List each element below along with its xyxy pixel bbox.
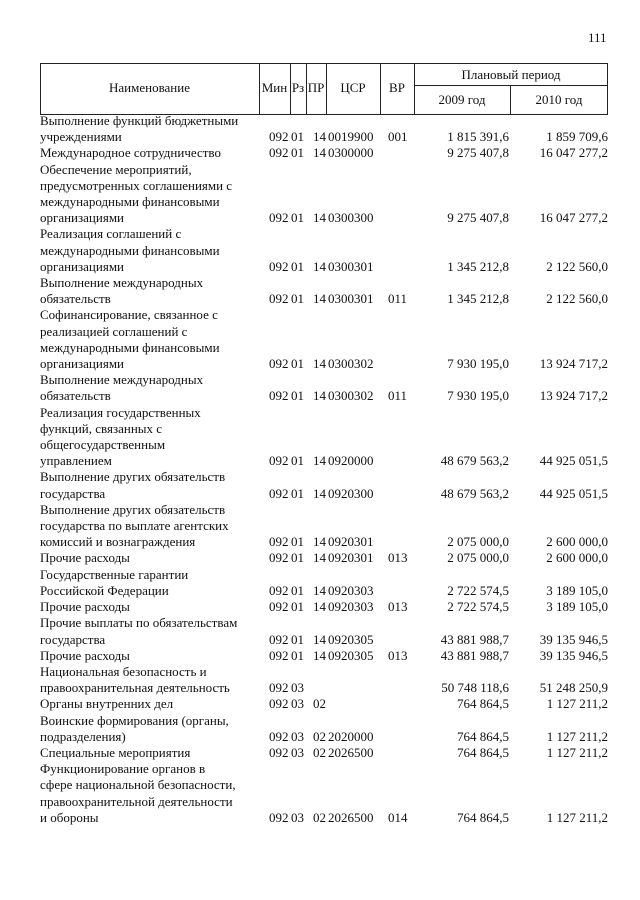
row-name-line: Национальная безопасность и xyxy=(40,663,207,679)
code-pr: 14 xyxy=(313,534,326,550)
code-min: 092 xyxy=(269,388,289,404)
value-2010: 16 047 277,2 xyxy=(539,145,608,161)
table-row xyxy=(40,275,615,307)
code-rz: 03 xyxy=(291,809,304,825)
code-rz: 01 xyxy=(291,129,304,145)
code-min: 092 xyxy=(269,291,289,307)
row-name xyxy=(40,664,266,696)
code-csr: 0920301 xyxy=(328,534,374,550)
table-row xyxy=(40,469,615,501)
row-name xyxy=(40,372,266,404)
row-name-line: государства xyxy=(40,631,106,647)
code-pr: 14 xyxy=(313,582,326,598)
code-pr: 14 xyxy=(313,550,326,566)
value-2010: 39 135 946,5 xyxy=(539,647,608,663)
value-2009: 764 864,5 xyxy=(457,696,509,712)
code-pr: 02 xyxy=(313,728,326,744)
row-name-line: обязательств xyxy=(40,388,111,404)
value-2009: 1 345 212,8 xyxy=(447,258,509,274)
row-name-line: Органы внутренних дел xyxy=(40,696,174,712)
value-2009: 764 864,5 xyxy=(457,744,509,760)
row-name xyxy=(40,599,266,615)
table-body xyxy=(40,113,615,826)
code-min: 092 xyxy=(269,599,289,615)
row-name-line: учреждениями xyxy=(40,129,122,145)
code-pr: 14 xyxy=(313,388,326,404)
code-csr: 0920303 xyxy=(328,582,374,598)
code-csr: 0920303 xyxy=(328,599,374,615)
code-min: 092 xyxy=(269,485,289,501)
table-row xyxy=(40,113,615,145)
row-name-line: и обороны xyxy=(40,809,99,825)
code-csr: 2026500 xyxy=(328,809,374,825)
row-name-line: комиссий и вознаграждения xyxy=(40,534,196,550)
table-row xyxy=(40,550,615,566)
value-2009: 7 930 195,0 xyxy=(447,356,509,372)
row-name-line: Обеспечение мероприятий, xyxy=(40,161,192,177)
table-row xyxy=(40,745,615,761)
code-rz: 01 xyxy=(291,291,304,307)
code-vr: 013 xyxy=(388,599,408,615)
row-name-line: организациями xyxy=(40,258,124,274)
value-2010: 39 135 946,5 xyxy=(539,631,608,647)
value-2010: 2 122 560,0 xyxy=(546,258,608,274)
code-csr: 0300300 xyxy=(328,210,374,226)
code-pr: 14 xyxy=(313,210,326,226)
value-2009: 764 864,5 xyxy=(457,728,509,744)
code-vr: 013 xyxy=(388,647,408,663)
row-name xyxy=(40,275,266,307)
code-pr: 14 xyxy=(313,485,326,501)
code-rz: 03 xyxy=(291,696,304,712)
row-name-line: Выполнение других обязательств xyxy=(40,469,226,485)
value-2009: 2 722 574,5 xyxy=(447,599,509,615)
value-2010: 2 600 000,0 xyxy=(546,550,608,566)
code-csr: 0300301 xyxy=(328,258,374,274)
value-2009: 43 881 988,7 xyxy=(440,631,509,647)
code-pr: 14 xyxy=(313,599,326,615)
code-csr: 0300301 xyxy=(328,291,374,307)
table-row xyxy=(40,567,615,599)
code-pr: 14 xyxy=(313,356,326,372)
code-vr: 014 xyxy=(388,809,408,825)
code-csr: 0920301 xyxy=(328,550,374,566)
row-name xyxy=(40,567,266,599)
row-name xyxy=(40,162,266,227)
code-csr: 0920300 xyxy=(328,485,374,501)
code-csr: 0920305 xyxy=(328,631,374,647)
row-name xyxy=(40,405,266,470)
code-rz: 01 xyxy=(291,550,304,566)
table-row xyxy=(40,599,615,615)
table-row xyxy=(40,162,615,227)
row-name-line: международными финансовыми xyxy=(40,194,220,210)
code-csr: 0300302 xyxy=(328,388,374,404)
table-row xyxy=(40,405,615,470)
table-row xyxy=(40,226,615,275)
row-name-line: Международное сотрудничество xyxy=(40,145,221,161)
code-min: 092 xyxy=(269,809,289,825)
value-2010: 1 127 211,2 xyxy=(546,696,608,712)
table-row xyxy=(40,615,615,647)
row-name-line: Выполнение других обязательств xyxy=(40,501,226,517)
code-pr: 02 xyxy=(313,696,326,712)
row-name xyxy=(40,713,266,745)
value-2010: 1 859 709,6 xyxy=(546,129,608,145)
row-name-line: Выполнение международных xyxy=(40,275,204,291)
row-name-line: Воинские формирования (органы, xyxy=(40,712,229,728)
code-rz: 01 xyxy=(291,647,304,663)
value-2009: 2 722 574,5 xyxy=(447,582,509,598)
row-name-line: Прочие расходы xyxy=(40,647,130,663)
code-rz: 01 xyxy=(291,485,304,501)
row-name-line: международными финансовыми xyxy=(40,339,220,355)
value-2009: 50 748 118,6 xyxy=(441,680,509,696)
row-name-line: Выполнение функций бюджетными xyxy=(40,113,239,128)
value-2009: 43 881 988,7 xyxy=(440,647,509,663)
table-row xyxy=(40,502,615,551)
table-row xyxy=(40,372,615,404)
code-csr: 0920305 xyxy=(328,647,374,663)
row-name-line: государства xyxy=(40,485,106,501)
table-row xyxy=(40,696,615,712)
header-csr: ЦСР xyxy=(340,80,366,95)
code-min: 092 xyxy=(269,647,289,663)
row-name-line: Выполнение международных xyxy=(40,372,204,388)
header-vr: ВР xyxy=(389,80,405,95)
row-name-line: подразделения) xyxy=(40,728,126,744)
header-year-2010: 2010 год xyxy=(535,92,583,107)
row-name-line: реализацией соглашений с xyxy=(40,323,188,339)
row-name-line: Прочие выплаты по обязательствам xyxy=(40,615,238,631)
row-name-line: Функционирование органов в xyxy=(40,761,206,777)
row-name xyxy=(40,648,266,664)
code-min: 092 xyxy=(269,534,289,550)
header-year-2009: 2009 год xyxy=(438,92,486,107)
code-pr: 14 xyxy=(313,145,326,161)
row-name-line: управлением xyxy=(40,453,112,469)
code-pr: 14 xyxy=(313,258,326,274)
code-min: 092 xyxy=(269,728,289,744)
value-2009: 9 275 407,8 xyxy=(447,210,509,226)
value-2009: 1 345 212,8 xyxy=(447,291,509,307)
code-rz: 03 xyxy=(291,728,304,744)
header-period: Плановый период xyxy=(461,67,561,82)
row-name-line: общегосударственным xyxy=(40,437,166,453)
row-name-line: правоохранительной деятельности xyxy=(40,793,233,809)
code-rz: 03 xyxy=(291,680,304,696)
header-min: Мин xyxy=(261,80,288,95)
value-2010: 13 924 717,2 xyxy=(539,388,608,404)
code-rz: 01 xyxy=(291,599,304,615)
row-name-line: правоохранительная деятельность xyxy=(40,680,230,696)
value-2010: 1 127 211,2 xyxy=(546,744,608,760)
code-min: 092 xyxy=(269,696,289,712)
row-name-line: Реализация соглашений с xyxy=(40,226,182,242)
code-pr: 14 xyxy=(313,291,326,307)
code-csr: 0300302 xyxy=(328,356,374,372)
value-2009: 1 815 391,6 xyxy=(447,129,509,145)
code-vr: 011 xyxy=(388,388,408,404)
value-2010: 1 127 211,2 xyxy=(546,728,608,744)
table-row xyxy=(40,648,615,664)
code-min: 092 xyxy=(269,582,289,598)
code-pr: 14 xyxy=(313,647,326,663)
row-name-line: государства по выплате агентских xyxy=(40,518,229,534)
table-row xyxy=(40,761,615,826)
code-rz: 01 xyxy=(291,582,304,598)
table-row xyxy=(40,664,615,696)
code-vr: 001 xyxy=(388,129,408,145)
code-rz: 01 xyxy=(291,631,304,647)
row-name xyxy=(40,226,266,275)
code-csr: 2020000 xyxy=(328,728,374,744)
code-min: 092 xyxy=(269,680,289,696)
code-min: 092 xyxy=(269,356,289,372)
row-name-line: Прочие расходы xyxy=(40,599,130,615)
row-name xyxy=(40,550,266,566)
row-name-line: Российской Федерации xyxy=(40,582,169,598)
row-name xyxy=(40,469,266,501)
code-rz: 01 xyxy=(291,534,304,550)
code-csr: 2026500 xyxy=(328,744,374,760)
row-name xyxy=(40,745,266,761)
code-min: 092 xyxy=(269,631,289,647)
value-2010: 2 122 560,0 xyxy=(546,291,608,307)
table-row xyxy=(40,307,615,372)
code-vr: 013 xyxy=(388,550,408,566)
value-2009: 2 075 000,0 xyxy=(447,534,509,550)
code-rz: 01 xyxy=(291,356,304,372)
row-name-line: Государственные гарантии xyxy=(40,566,189,582)
row-name-line: обязательств xyxy=(40,291,111,307)
code-rz: 01 xyxy=(291,388,304,404)
value-2010: 44 925 051,5 xyxy=(539,453,608,469)
row-name-line: международными финансовыми xyxy=(40,242,220,258)
value-2010: 44 925 051,5 xyxy=(539,485,608,501)
code-min: 092 xyxy=(269,550,289,566)
code-rz: 01 xyxy=(291,145,304,161)
value-2010: 13 924 717,2 xyxy=(539,356,608,372)
row-name-line: организациями xyxy=(40,210,124,226)
row-name xyxy=(40,502,266,551)
code-csr: 0019900 xyxy=(328,129,374,145)
value-2010: 3 189 105,0 xyxy=(546,582,608,598)
code-rz: 03 xyxy=(291,744,304,760)
value-2010: 16 047 277,2 xyxy=(539,210,608,226)
row-name-line: Специальные мероприятия xyxy=(40,744,191,760)
code-pr: 14 xyxy=(313,129,326,145)
code-min: 092 xyxy=(269,453,289,469)
table-row xyxy=(40,713,615,745)
row-name-line: Прочие расходы xyxy=(40,550,130,566)
code-pr: 14 xyxy=(313,453,326,469)
code-pr: 02 xyxy=(313,809,326,825)
code-rz: 01 xyxy=(291,210,304,226)
code-rz: 01 xyxy=(291,453,304,469)
code-vr: 011 xyxy=(388,291,408,307)
table-row xyxy=(40,145,615,161)
value-2010: 3 189 105,0 xyxy=(546,599,608,615)
code-pr: 14 xyxy=(313,631,326,647)
code-csr: 0920000 xyxy=(328,453,374,469)
value-2009: 9 275 407,8 xyxy=(447,145,509,161)
code-min: 092 xyxy=(269,129,289,145)
row-name-line: Реализация государственных xyxy=(40,404,201,420)
value-2010: 51 248 250,9 xyxy=(539,680,608,696)
code-min: 092 xyxy=(269,744,289,760)
code-pr: 02 xyxy=(313,744,326,760)
code-rz: 01 xyxy=(291,258,304,274)
value-2010: 1 127 211,2 xyxy=(546,809,608,825)
row-name xyxy=(40,696,266,712)
header-rz: Рз xyxy=(291,80,305,95)
row-name-line: сфере национальной безопасности, xyxy=(40,777,236,793)
table-header xyxy=(40,63,608,115)
row-name-line: предусмотренных соглашениями с xyxy=(40,177,233,193)
code-min: 092 xyxy=(269,210,289,226)
value-2009: 7 930 195,0 xyxy=(447,388,509,404)
row-name-line: функций, связанных с xyxy=(40,420,163,436)
code-min: 092 xyxy=(269,258,289,274)
value-2009: 2 075 000,0 xyxy=(447,550,509,566)
row-name-line: Софинансирование, связанное с xyxy=(40,307,218,323)
page-number: 111 xyxy=(588,30,607,45)
row-name xyxy=(40,145,266,161)
header-name: Наименование xyxy=(109,80,190,95)
value-2009: 764 864,5 xyxy=(457,809,509,825)
row-name xyxy=(40,307,266,372)
header-pr: ПР xyxy=(307,80,325,95)
row-name xyxy=(40,615,266,647)
code-csr: 0300000 xyxy=(328,145,374,161)
value-2009: 48 679 563,2 xyxy=(440,485,509,501)
value-2010: 2 600 000,0 xyxy=(546,534,608,550)
code-min: 092 xyxy=(269,145,289,161)
value-2009: 48 679 563,2 xyxy=(440,453,509,469)
row-name-line: организациями xyxy=(40,356,124,372)
row-name xyxy=(40,113,266,145)
row-name xyxy=(40,761,266,826)
